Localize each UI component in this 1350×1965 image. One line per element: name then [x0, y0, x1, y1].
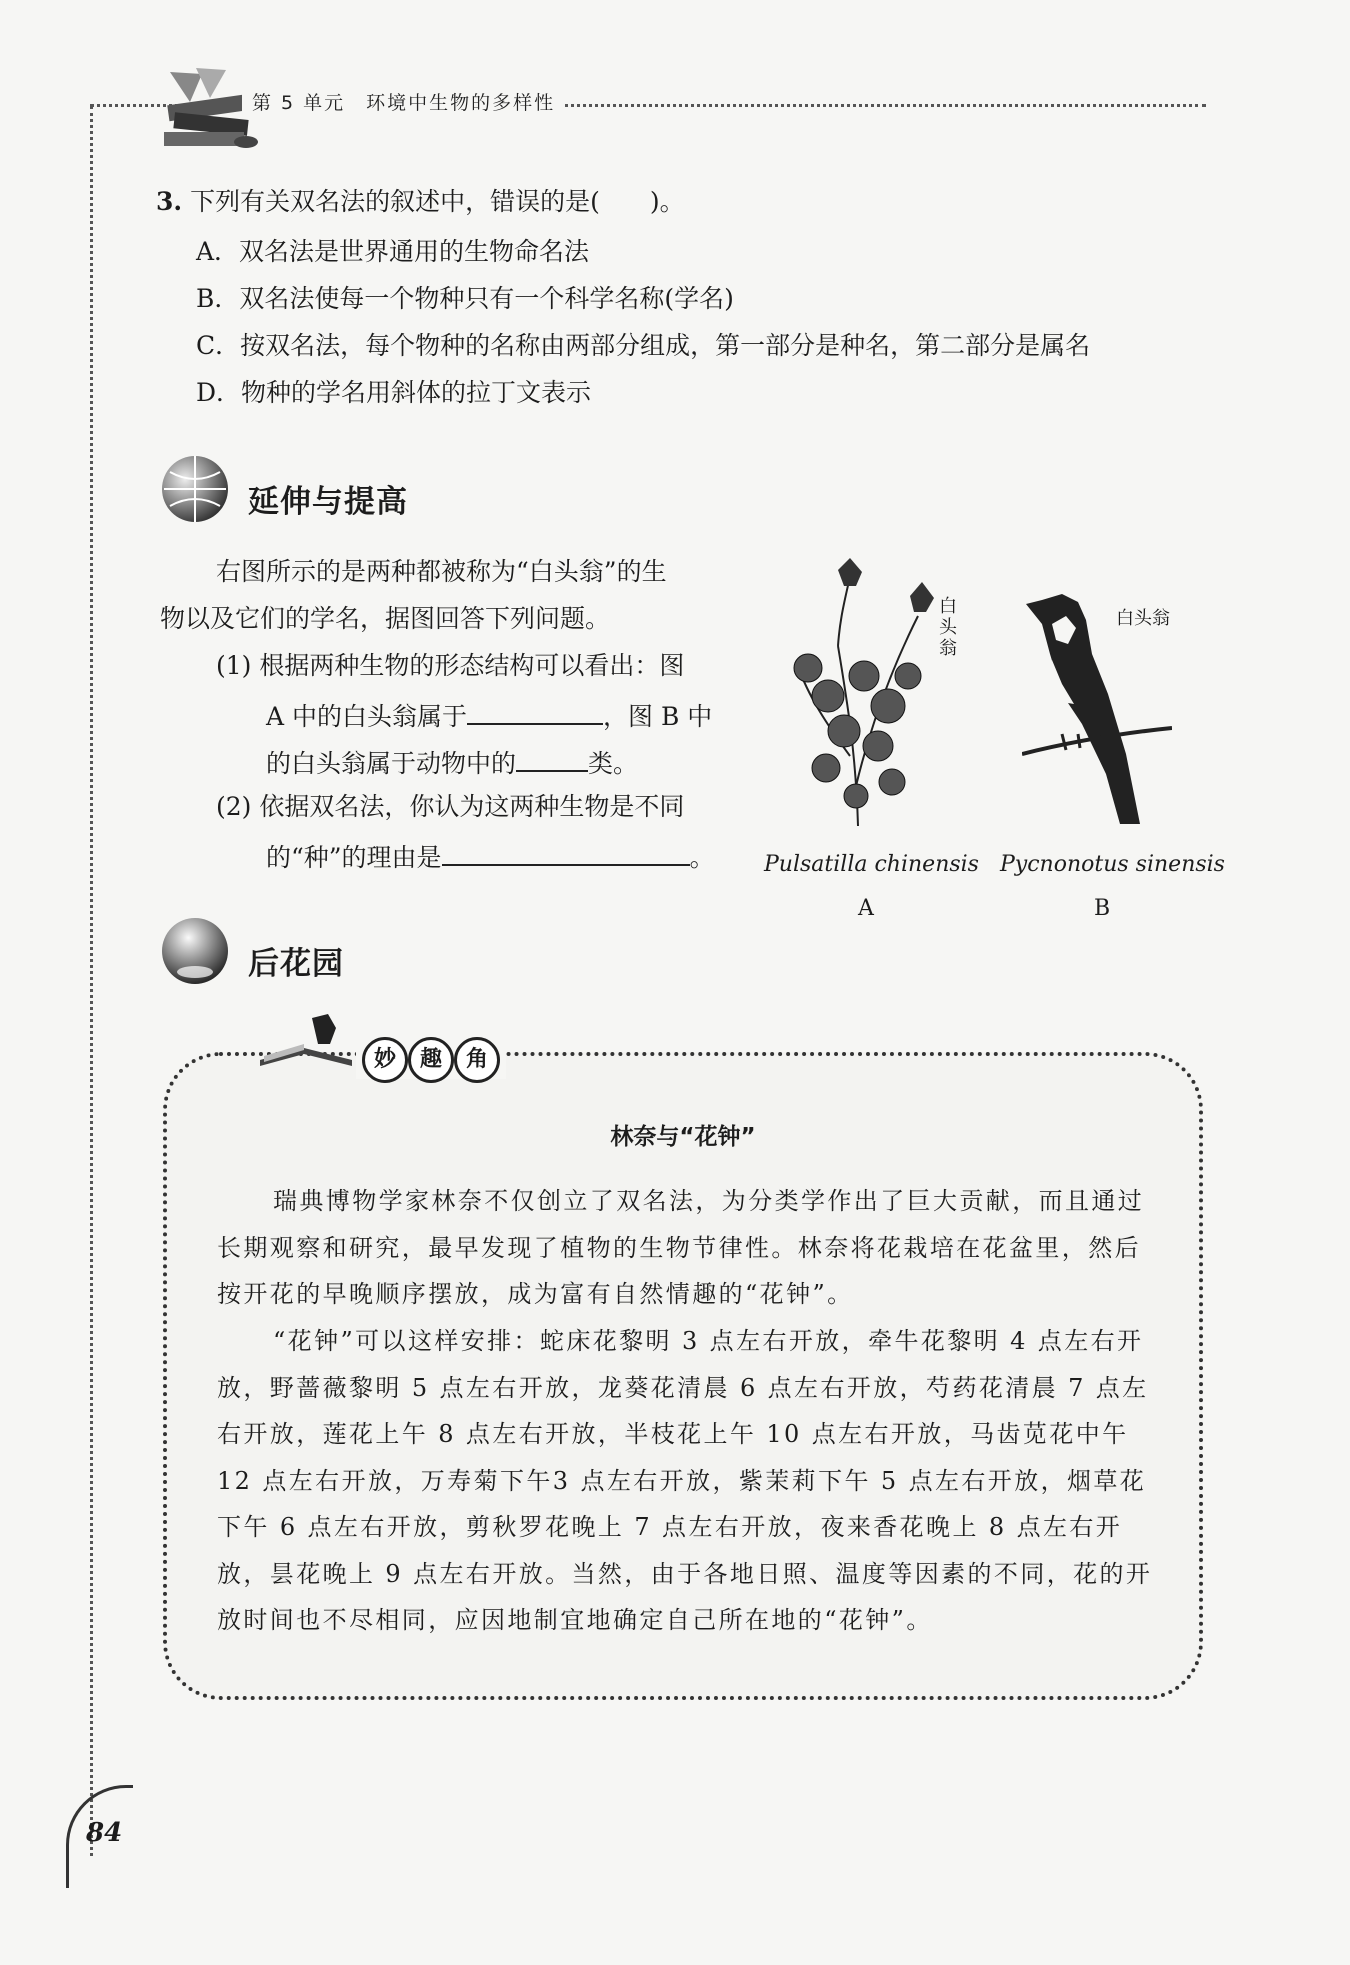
pulsatilla-plant-illustration [768, 556, 948, 832]
article-paragraph-2: “花钟”可以这样安排：蛇床花黎明 3 点左右开放，牵牛花黎明 4 点左右开放，野蔷薇黎明 5 点左右开放，龙葵花清晨 6 点左右开放，芍药花清晨 7 点左右开放，莲花上午 8 点左右开放，半枝花上午 10 点左右开放，马齿苋花中午 12 点左右开放，万寿菊下午3 点左右开放，紫茉莉下午 5 点左右开放，烟草花下午 6 点左右开放，剪秋罗花晚上 7 点左右开放，夜来香花晚上 8 点左右开放，昙花晚上 9 点左右开放。当然，由于各地日照、温度等因素的不同，花的开放时间也不尽相同，应因地制宜地确定自己所在地的“花钟”。 [217, 1327, 1153, 1634]
figure-letter-b: B [1094, 896, 1111, 921]
article-paragraph-1: 瑞典博物学家林奈不仅创立了双名法，为分类学作出了巨大贡献，而且通过长期观察和研究，最早发现了植物的生物节律性。林奈将花栽培在花盆里，然后按开花的早晚顺序摆放，成为富有自然情趣的“花钟”。 [217, 1187, 1145, 1308]
q2-text-a: 的“种”的理由是 [266, 843, 442, 872]
answer-blank-plant[interactable] [467, 697, 603, 725]
page-number: 84 [86, 1818, 123, 1848]
plant-label: 白头翁 [939, 596, 957, 659]
q1-text-a: A 中的白头翁属于 [266, 702, 468, 731]
question3-stem-line [156, 186, 685, 218]
answer-blank-reason[interactable] [442, 838, 690, 866]
extension-q1-line3 [266, 744, 638, 780]
unit-title: 第 5 单元 环境中生物的多样性 [242, 88, 565, 115]
plant-latin-name: Pulsatilla chinensis [764, 852, 979, 877]
extension-q1-line2 [266, 697, 712, 733]
q1-text-d: 类。 [588, 749, 639, 778]
bird-label: 白头翁 [1116, 608, 1170, 629]
tag-char-2: 趣 [408, 1037, 454, 1083]
extension-intro-line2: 物以及它们的学名，据图回答下列问题。 [160, 604, 611, 633]
q1-text-b: ，图 B 中 [603, 702, 713, 731]
extension-q1-line1: (1) 根据两种生物的形态结构可以看出：图 [216, 651, 685, 680]
q1-text-c: 的白头翁属于动物中的 [266, 749, 517, 778]
tag-char-3: 角 [454, 1037, 500, 1083]
option-d: D．物种的学名用斜体的拉丁文表示 [196, 378, 592, 407]
bird-latin-name: Pycnonotus sinensis [1000, 852, 1225, 877]
article-title: 林奈与“花钟” [610, 1124, 756, 1150]
option-b: B．双名法使每一个物种只有一个科学名称(学名) [196, 284, 734, 313]
q2-text-b: 。 [689, 843, 715, 872]
section-title-extension: 延伸与提高 [248, 484, 408, 520]
option-a: A．双名法是世界通用的生物命名法 [196, 237, 590, 266]
extension-q2-line1: (2) 依据双名法，你认为这两种生物是不同 [216, 792, 685, 821]
section-title-garden: 后花园 [248, 946, 344, 982]
globe-icon [158, 452, 232, 526]
left-margin-dotted-rule [90, 106, 93, 1856]
extension-q2-line2 [266, 838, 715, 874]
extension-intro-line1: 右图所示的是两种都被称为“白头翁”的生 [216, 557, 667, 586]
figure-letter-a: A [858, 896, 874, 921]
reading-book-icon [256, 1008, 356, 1072]
option-c: C．按双名法，每个物种的名称由两部分组成，第一部分是种名，第二部分是属名 [196, 331, 1091, 360]
tag-char-1: 妙 [362, 1037, 408, 1083]
question-number: 3. [156, 187, 183, 216]
sphere-icon [158, 914, 232, 988]
answer-blank-animal[interactable] [516, 744, 588, 772]
question-stem: 下列有关双名法的叙述中，错误的是( )。 [190, 187, 685, 216]
